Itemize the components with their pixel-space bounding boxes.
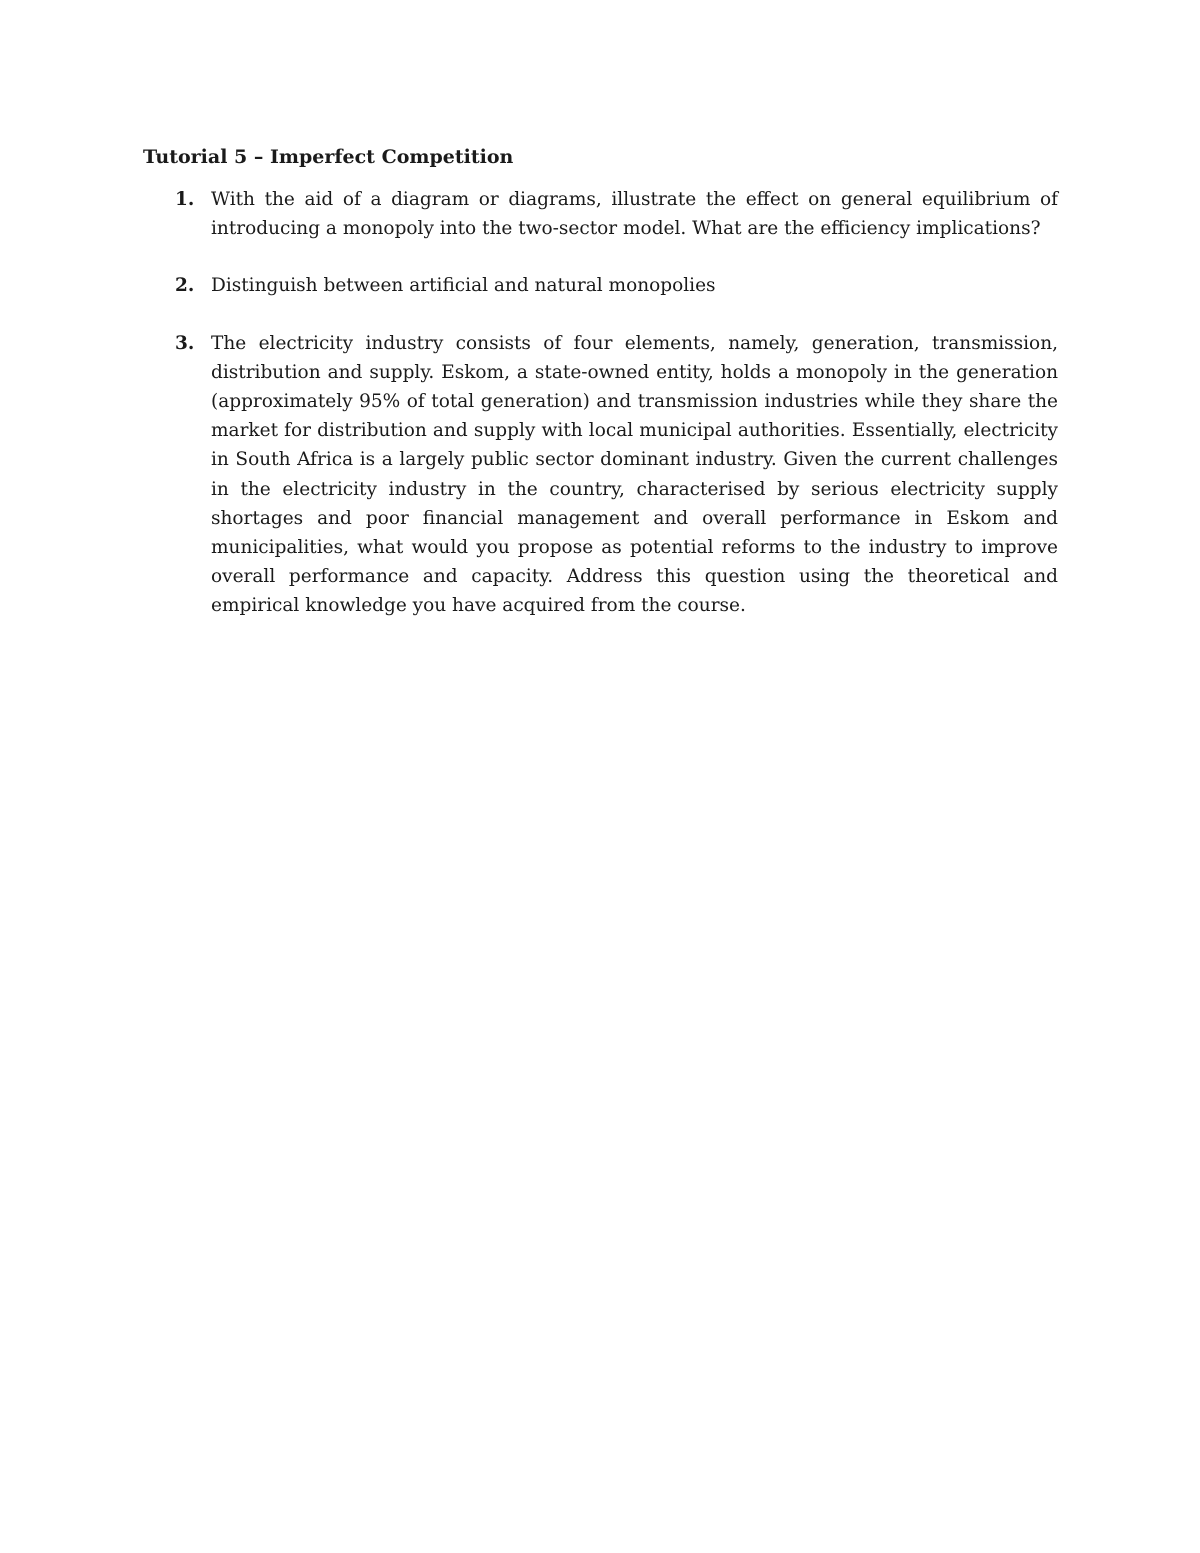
question-item-1	[143, 185, 1058, 243]
question-item-3	[143, 329, 1058, 621]
question-list	[143, 185, 1058, 649]
question-text: The electricity industry consists of four elements, namely, generation, transmission, distribution and supply. Eskom, a state-owned entity, holds a monopoly in the generation (approximately 95% of total generation) and transmission industries while they share the market for distribution and supply with local municipal authorities. Essentially, electricity in South Africa is a largely public sector dominant industry. Given the current challenges in the electricity industry in the country, characterised by serious electricity supply shortages and poor financial management and overall performance in Eskom and municipalities, what would you propose as potential reforms to the industry to improve overall performance and capacity. Address this question using the theoretical and empirical knowledge you have acquired from the course.	[211, 332, 1058, 617]
question-number: 3.	[175, 332, 195, 354]
question-text: Distinguish between artificial and natural monopolies	[211, 275, 716, 297]
question-number: 1.	[175, 189, 195, 210]
question-item-2	[143, 271, 1058, 300]
question-number: 2.	[175, 275, 195, 297]
question-text: With the aid of a diagram or diagrams, illustrate the effect on general equilibrium of introducing a monopoly into the two-sector model. What are the efficiency implications?	[211, 189, 1058, 240]
page-title: Tutorial 5 – Imperfect Competition	[143, 146, 514, 168]
